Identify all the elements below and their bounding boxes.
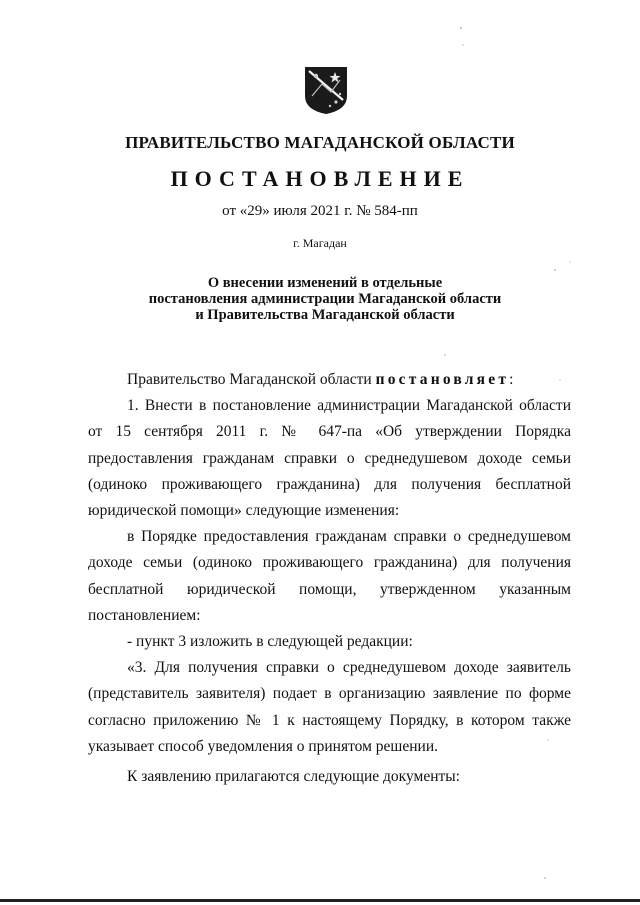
coat-of-arms-emblem	[302, 64, 350, 116]
attachments-paragraph: К заявлению прилагаются следующие документы:	[127, 768, 460, 786]
document-body	[88, 367, 571, 790]
preamble-colon: :	[509, 371, 514, 388]
preamble-paragraph	[88, 367, 571, 393]
preamble-emphasis: постановляет	[375, 371, 510, 388]
title-line: и Правительства Магаданской области	[195, 307, 455, 323]
document-place: г. Магадан	[293, 236, 347, 250]
scan-edge-line	[0, 899, 640, 902]
title-line: О внесении изменений в отдельные	[207, 275, 443, 291]
item-1-point-paragraph: - пункт 3 изложить в следующей редакции:	[127, 633, 413, 651]
document-type: ПОСТАНОВЛЕНИЕ	[170, 166, 470, 191]
item-1-paragraph: 1. Внести в постановление администрации Магаданской области от 15 сентября 2011 г. № 647-па «Об утверждении Порядка предоставления гражданам справки о среднедушевом доходе семьи (одиноко проживающего гражданина) для получения бесплатной юридической помощи» следующие изменения:	[88, 397, 571, 520]
quoted-point-3-paragraph: «3. Для получения справки о среднедушевом доходе заявитель (представитель заявителя) подает в организацию заявление по форме согласно приложению № 1 к настоящему Порядку, в котором также указывает способ уведомления о принятом решении.	[88, 659, 571, 755]
title-line: постановления администрации Магаданской области	[148, 291, 502, 307]
organization-name: ПРАВИТЕЛЬСТВО МАГАДАНСКОЙ ОБЛАСТИ	[125, 133, 515, 152]
document-date-number: от «29» июля 2021 г. № 584-пп	[222, 203, 418, 219]
document-title	[100, 275, 550, 323]
preamble-text: Правительство Магаданской области	[127, 371, 376, 388]
item-1-sub-paragraph: в Порядке предоставления гражданам справки о среднедушевом доходе семьи (одиноко проживающего гражданина) для получения бесплатной юридической помощи, утвержденном указанным постановлением:	[88, 528, 571, 624]
